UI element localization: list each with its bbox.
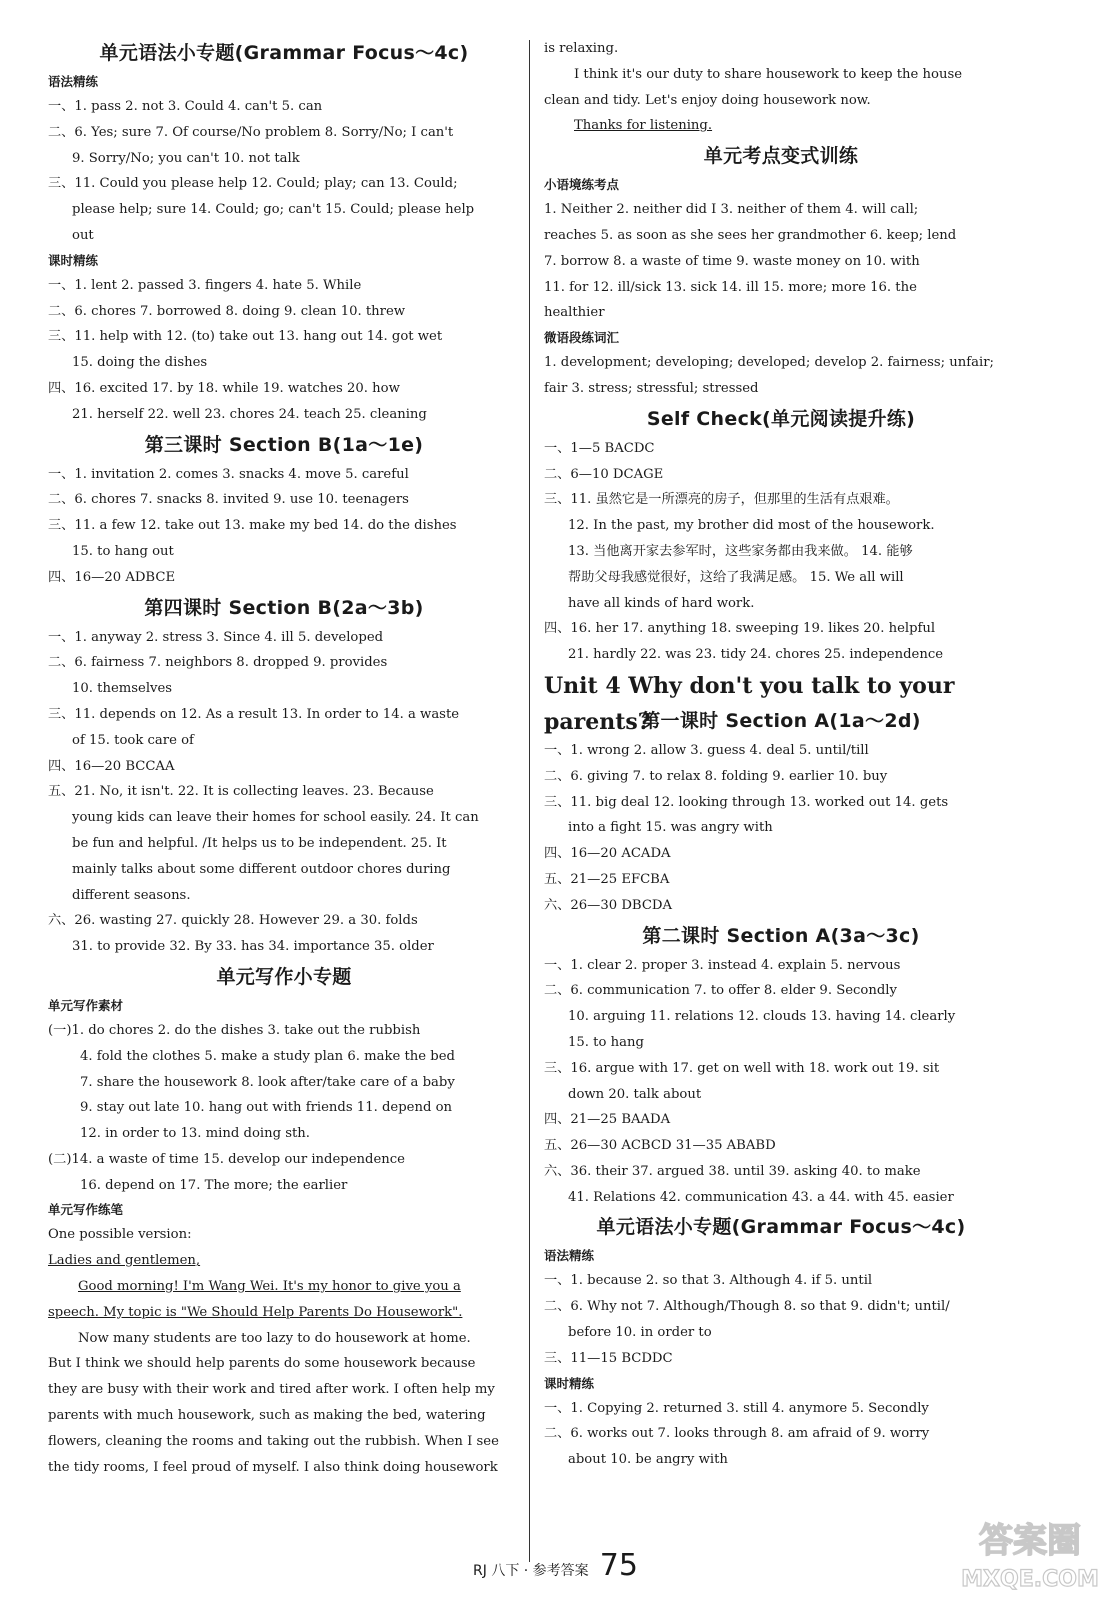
svg-text:答案圈: 答案圈 — [979, 1521, 1081, 1561]
answer-line: 一、1. pass 2. not 3. Could 4. can't 5. can — [48, 99, 323, 114]
answer-line: reaches 5. as soon as she sees her grandmother 6. keep; lend — [544, 227, 957, 243]
subsection-label: 语法精练 — [48, 74, 99, 89]
answer-line: (二)14. a waste of time 15. develop our independence — [48, 1151, 405, 1167]
answer-line: 二、6. communication 7. to offer 8. elder 9. Secondly — [544, 983, 897, 999]
answer-line: 一、1. Copying 2. returned 3. still 4. anymore 5. Secondly — [544, 1400, 929, 1416]
answer-line: 10. themselves — [72, 681, 173, 697]
answer-line: parents with much housework, such as making the bed, watering — [48, 1408, 486, 1424]
answer-line: 一、1. invitation 2. comes 3. snacks 4. move 5. careful — [48, 466, 409, 482]
answer-line: young kids can leave their homes for school easily. 24. It can — [72, 810, 479, 826]
answer-line: about 10. be angry with — [568, 1452, 728, 1468]
answer-line: 帮助父母我感觉很好，这给了我满足感。 15. We all will — [568, 569, 904, 585]
answer-line: speech. My topic is "We Should Help Parents Do Housework". — [48, 1304, 463, 1320]
answer-line: 4. fold the clothes 5. make a study plan 6. make the bed — [80, 1048, 455, 1064]
answer-line: please help; sure 14. Could; go; can't 15. Could; please help — [72, 202, 475, 218]
section-heading: Unit 4 Why don't you talk to your parents? — [544, 672, 955, 735]
answer-line: 1. development; developing; developed; develop 2. fairness; unfair; — [544, 355, 994, 371]
answer-line: 二、6. Why not 7. Although/Though 8. so that 9. didn't; until/ — [544, 1299, 950, 1315]
answer-line: 1. Neither 2. neither did I 3. neither of them 4. will call; — [544, 202, 919, 218]
answer-line: I think it's our duty to share housework to keep the house — [574, 66, 963, 82]
answer-line: 12. in order to 13. mind doing sth. — [80, 1126, 310, 1142]
answer-line: 21. hardly 22. was 23. tidy 24. chores 25. independence — [568, 647, 944, 663]
section-heading: 单元语法小专题(Grammar Focus～4c) — [99, 42, 469, 64]
answer-line: the tidy rooms, I feel proud of myself. I also think doing housework — [48, 1459, 498, 1475]
answer-line: 三、16. argue with 17. get on well with 18. work out 19. sit — [544, 1060, 940, 1076]
answer-line: 9. stay out late 10. hang out with friends 11. depend on — [80, 1100, 453, 1116]
footer-label: RJ 八下 · 参考答案 — [473, 1563, 589, 1579]
page-number: 75 — [599, 1548, 638, 1583]
answer-line: 一、1. anyway 2. stress 3. Since 4. ill 5. developed — [48, 629, 384, 645]
subsection-label: 课时精练 — [48, 252, 99, 268]
answer-line: 41. Relations 42. communication 43. a 44. with 45. easier — [568, 1189, 954, 1205]
answer-line: 二、6. chores 7. borrowed 8. doing 9. clean 10. threw — [48, 303, 406, 319]
answer-line: different seasons. — [72, 887, 191, 903]
answer-line: 二、6. chores 7. snacks 8. invited 9. use 10. teenagers — [48, 492, 409, 508]
column-divider — [529, 40, 530, 1562]
answer-line: flowers, cleaning the rooms and taking out the rubbish. When I see — [48, 1433, 499, 1449]
answer-line: mainly talks about some different outdoor chores during — [72, 861, 451, 877]
answer-line: of 15. took care of — [72, 732, 194, 748]
answer-line: out — [72, 227, 94, 243]
answer-line: Thanks for listening. — [574, 118, 713, 134]
subsection-label: 语法精练 — [544, 1248, 595, 1264]
answer-line: be fun and helpful. /It helps us to be independent. 25. It — [72, 835, 447, 851]
answer-line: 15. doing the dishes — [72, 355, 208, 371]
answer-line: healthier — [544, 305, 605, 321]
answer-line: (一)1. do chores 2. do the dishes 3. take out the rubbish — [48, 1022, 421, 1038]
answer-line: 三、11. big deal 12. looking through 13. worked out 14. gets — [544, 794, 949, 810]
answer-line: 10. arguing 11. relations 12. clouds 13. having 14. clearly — [568, 1009, 956, 1025]
answer-line: they are busy with their work and tired after work. I often help my — [48, 1382, 495, 1398]
answer-line: 五、26—30 ACBCD 31—35 ABABD — [544, 1138, 776, 1154]
answer-line: 一、1. clear 2. proper 3. instead 4. explain 5. nervous — [544, 957, 901, 973]
answer-line: 六、26—30 DBCDA — [544, 897, 673, 913]
section-heading: 第一课时 Section A(1a～2d) — [641, 709, 921, 732]
answer-line: 二、6. fairness 7. neighbors 8. dropped 9. provides — [48, 655, 388, 671]
answer-line: 三、11. help with 12. (to) take out 13. hang out 14. got wet — [48, 329, 443, 345]
answer-line: 二、6. giving 7. to relax 8. folding 9. earlier 10. buy — [544, 768, 888, 784]
section-heading: 第二课时 Section A(3a～3c) — [642, 924, 920, 947]
answer-line: 二、6. Yes; sure 7. Of course/No problem 8. Sorry/No; I can't — [48, 124, 454, 140]
section-heading: 第三课时 Section B(1a～1e) — [144, 433, 424, 456]
answer-line: Ladies and gentlemen, — [48, 1253, 201, 1269]
answer-line: Now many students are too lazy to do housework at home. — [78, 1330, 471, 1346]
right-column — [544, 36, 1018, 1473]
answer-line: 31. to provide 32. By 33. has 34. importance 35. older — [72, 939, 434, 955]
answer-line: 一、1. because 2. so that 3. Although 4. if 5. until — [544, 1273, 873, 1289]
answer-line: 三、11. 虽然它是一所漂亮的房子，但那里的生活有点艰难。 — [544, 492, 899, 508]
answer-line: 7. borrow 8. a waste of time 9. waste money on 10. with — [544, 253, 920, 269]
subsection-label: 课时精练 — [544, 1375, 595, 1391]
left-column — [48, 36, 520, 1480]
subsection-label: 微语段练词汇 — [544, 330, 620, 346]
answer-line: 13. 当他离开家去参军时，这些家务都由我来做。 14. 能够 — [568, 543, 913, 559]
answer-line: down 20. talk about — [568, 1086, 702, 1102]
answer-line: 9. Sorry/No; you can't 10. not talk — [72, 150, 300, 166]
answer-line: clean and tidy. Let's enjoy doing housework now. — [544, 92, 871, 108]
page-footer — [0, 1548, 1111, 1588]
answer-line: before 10. in order to — [568, 1325, 712, 1341]
subsection-label: 小语境练考点 — [544, 177, 620, 193]
answer-line: 三、11—15 BCDDC — [544, 1350, 673, 1366]
answer-line: 一、1. wrong 2. allow 3. guess 4. deal 5. until/till — [544, 742, 869, 758]
answer-line: 六、36. their 37. argued 38. until 39. asking 40. to make — [544, 1163, 921, 1179]
answer-line: 三、11. Could you please help 12. Could; play; can 13. Could; — [48, 176, 458, 192]
answer-line: 21. herself 22. well 23. chores 24. teach 25. cleaning — [72, 406, 427, 422]
answer-line: 二、6—10 DCAGE — [544, 466, 664, 482]
svg-text:MXQE.COM: MXQE.COM — [961, 1567, 1099, 1592]
answer-line: 五、21. No, it isn't. 22. It is collecting leaves. 23. Because — [48, 784, 434, 800]
answer-line: 四、16. her 17. anything 18. sweeping 19. likes 20. helpful — [544, 621, 936, 637]
answer-line: 四、21—25 BAADA — [544, 1112, 671, 1128]
answer-line: 四、16—20 ADBCE — [48, 569, 176, 585]
answer-line: 15. to hang — [568, 1034, 644, 1050]
section-heading: 第四课时 Section B(2a～3b) — [144, 596, 424, 619]
answer-line: 7. share the housework 8. look after/take care of a baby — [80, 1074, 455, 1090]
answer-line: 二、6. works out 7. looks through 8. am afraid of 9. worry — [544, 1426, 930, 1442]
answer-line: 四、16—20 ACADA — [544, 846, 671, 862]
answer-line: 16. depend on 17. The more; the earlier — [80, 1177, 348, 1193]
answer-line: Good morning! I'm Wang Wei. It's my honor to give you a — [78, 1279, 461, 1295]
answer-line: 五、21—25 EFCBA — [544, 871, 670, 887]
answer-line: fair 3. stress; stressful; stressed — [544, 380, 759, 396]
answer-line: 三、11. a few 12. take out 13. make my bed 14. do the dishes — [48, 518, 457, 534]
answer-line: 11. for 12. ill/sick 13. sick 14. ill 15. more; more 16. the — [544, 279, 917, 295]
answer-line: 三、11. depends on 12. As a result 13. In order to 14. a waste — [48, 706, 460, 722]
answer-line: have all kinds of hard work. — [568, 595, 755, 611]
answer-line: 一、1. lent 2. passed 3. fingers 4. hate 5. While — [48, 277, 362, 293]
answer-line: 四、16—20 BCCAA — [48, 758, 175, 774]
answer-line: into a fight 15. was angry with — [568, 820, 773, 836]
answer-line: But I think we should help parents do some housework because — [48, 1356, 476, 1372]
section-heading: 单元写作小专题 — [216, 965, 352, 988]
answer-line: One possible version: — [48, 1227, 192, 1243]
answer-line: 一、1—5 BACDC — [544, 440, 655, 456]
section-heading: 单元语法小专题(Grammar Focus～4c) — [596, 1216, 966, 1239]
subsection-label: 单元写作素材 — [48, 997, 124, 1013]
answer-line: 四、16. excited 17. by 18. while 19. watches 20. how — [48, 380, 400, 396]
answer-line: 12. In the past, my brother did most of the housework. — [568, 518, 935, 534]
watermark-logo — [955, 1508, 1105, 1596]
answer-line: 15. to hang out — [72, 543, 174, 559]
subsection-label: 单元写作练笔 — [48, 1202, 124, 1218]
answer-line: is relaxing. — [544, 41, 619, 56]
section-heading: Self Check(单元阅读提升练) — [646, 407, 916, 430]
answer-line: 六、26. wasting 27. quickly 28. However 29. a 30. folds — [48, 913, 418, 929]
section-heading: 单元考点变式训练 — [703, 145, 859, 168]
